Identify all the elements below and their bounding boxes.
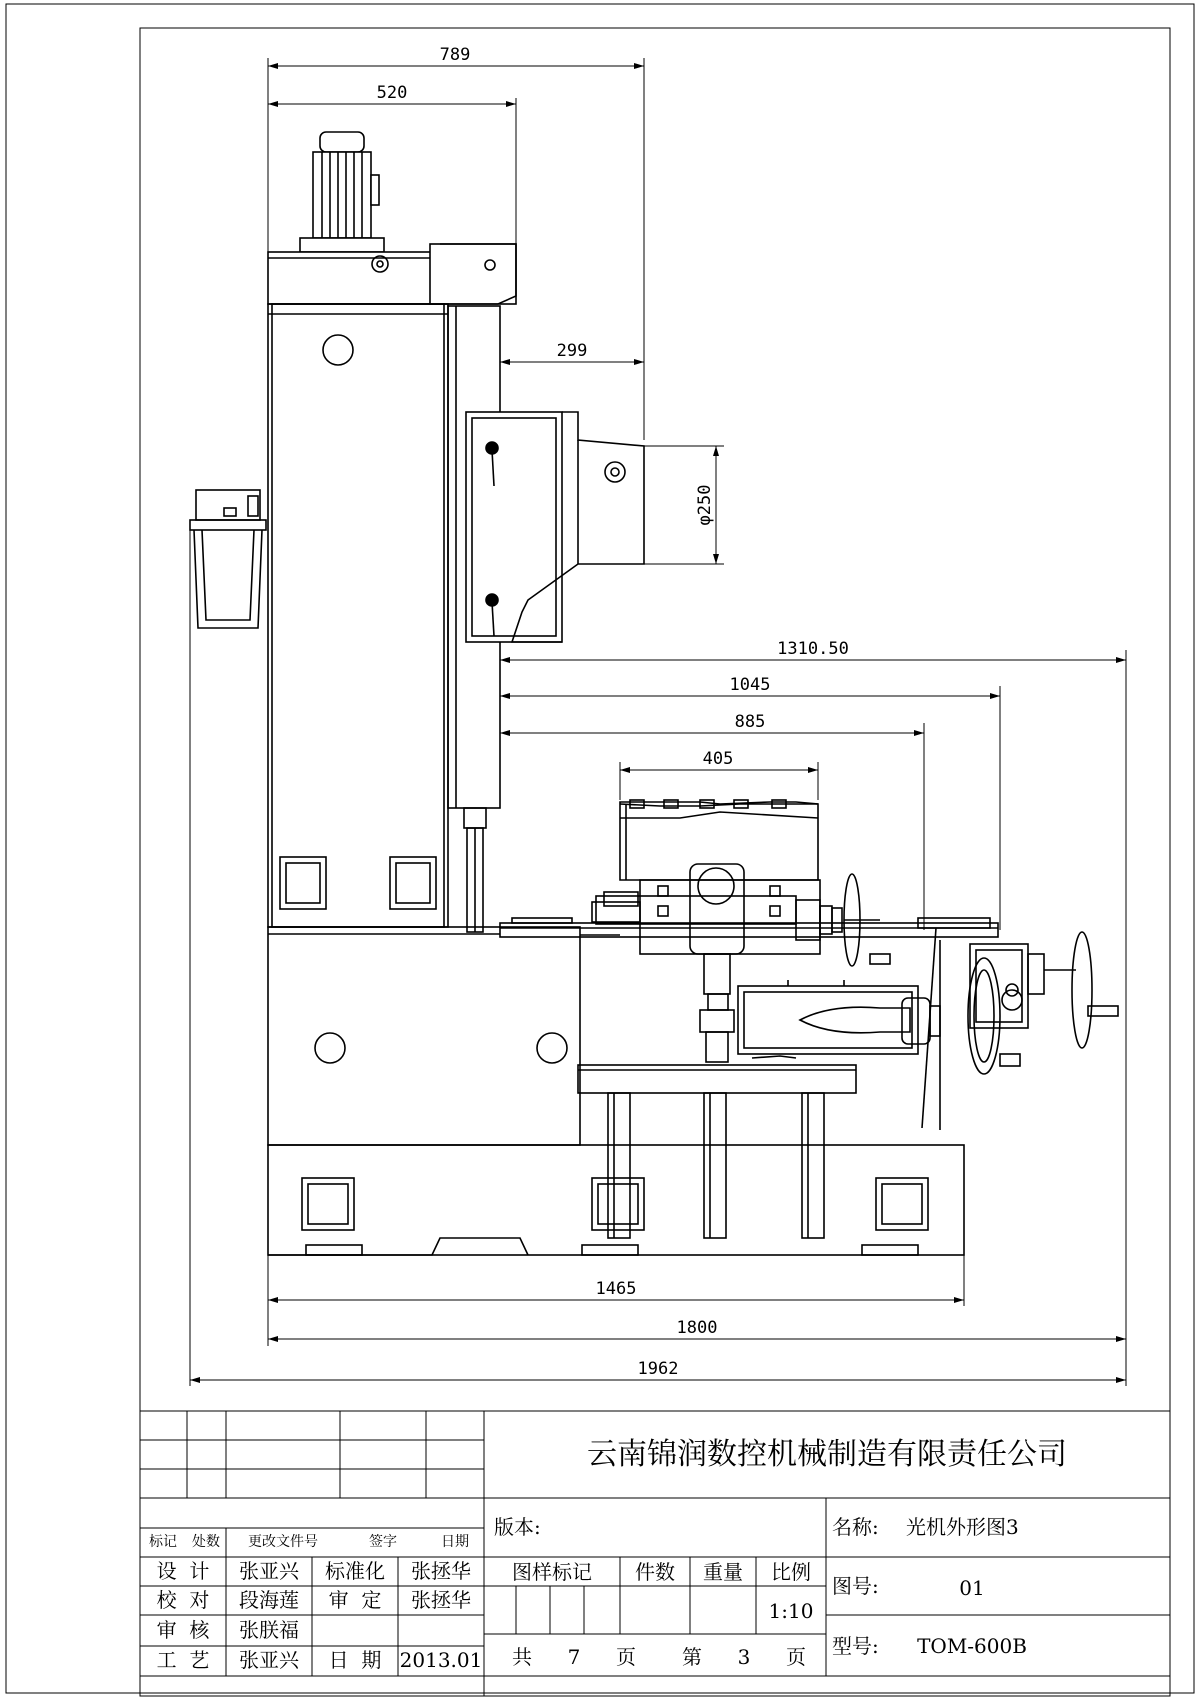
rev-header-mark: 标记 — [149, 1534, 177, 1550]
machine-drawing — [190, 132, 1118, 1255]
sheet-label: 第 — [682, 1645, 702, 1669]
table-stand — [578, 1065, 856, 1238]
dim-label-1465: 1465 — [595, 1279, 637, 1299]
col-weight: 重量 — [703, 1560, 743, 1584]
row-process-role2: 日 期 — [328, 1648, 382, 1672]
row-design-role2: 标准化 — [325, 1559, 385, 1583]
row-check-name2: 张拯华 — [411, 1588, 471, 1612]
row-design-role: 设 计 — [156, 1559, 210, 1583]
dim-label-299: 299 — [556, 341, 588, 361]
drawing-no: 01 — [959, 1576, 985, 1600]
row-review-role: 审 核 — [156, 1618, 210, 1642]
lower-body — [268, 927, 620, 1145]
model-label: 型号: — [832, 1634, 879, 1658]
sheet-unit: 页 — [786, 1645, 806, 1669]
sheet-number: 3 — [737, 1645, 751, 1669]
row-design-name2: 张拯华 — [411, 1559, 471, 1583]
dim-label-1800: 1800 — [676, 1318, 718, 1338]
saddle — [592, 864, 832, 1062]
cross-feed-body — [738, 980, 940, 1058]
col-mark: 图样标记 — [512, 1560, 592, 1584]
dim-label-885: 885 — [734, 712, 766, 732]
dim-label-520: 520 — [376, 83, 408, 103]
dim-label-1962: 1962 — [637, 1359, 679, 1379]
dim-label-405: 405 — [702, 749, 734, 769]
dim-label-1045: 1045 — [729, 675, 771, 695]
row-check-role: 校 对 — [156, 1588, 210, 1612]
apron — [918, 918, 1118, 1130]
row-check-name: 段海莲 — [239, 1588, 299, 1612]
version-label: 版本: — [494, 1515, 541, 1539]
total-pages: 7 — [567, 1645, 581, 1669]
row-process-date: 2013.01 — [399, 1648, 483, 1672]
dim-label-789: 789 — [439, 45, 471, 65]
col-count: 件数 — [635, 1560, 675, 1584]
dim-label-250: φ250 — [695, 484, 715, 526]
tool-head — [466, 412, 644, 642]
rev-header-docno: 更改文件号 — [248, 1534, 318, 1550]
company-name: 云南锦润数控机械制造有限责任公司 — [587, 1437, 1067, 1472]
col-scale: 比例 — [771, 1560, 811, 1584]
row-check-role2: 审 定 — [328, 1588, 382, 1612]
rev-header-date: 日期 — [441, 1534, 469, 1550]
rev-header-count: 处数 — [192, 1534, 220, 1550]
drawing-name: 光机外形图3 — [906, 1515, 1019, 1539]
model-value: TOM-600B — [917, 1634, 1027, 1658]
total-label: 共 — [512, 1645, 532, 1669]
row-review-name: 张朕福 — [239, 1618, 299, 1642]
rev-header-sign: 签字 — [369, 1534, 397, 1550]
motor — [300, 132, 384, 252]
dim-label-1310: 1310.50 — [777, 639, 849, 659]
scale-value: 1:10 — [768, 1599, 814, 1623]
row-process-role: 工 艺 — [156, 1648, 210, 1672]
drawing-no-label: 图号: — [832, 1574, 879, 1598]
main-column — [268, 304, 448, 927]
handwheel-upper — [832, 874, 890, 966]
row-design-name: 张亚兴 — [239, 1559, 299, 1583]
control-box — [190, 490, 266, 628]
row-process-name: 张亚兴 — [239, 1648, 299, 1672]
name-label: 名称: — [832, 1515, 879, 1539]
total-unit: 页 — [616, 1645, 636, 1669]
title-block-text — [149, 1437, 1067, 1672]
